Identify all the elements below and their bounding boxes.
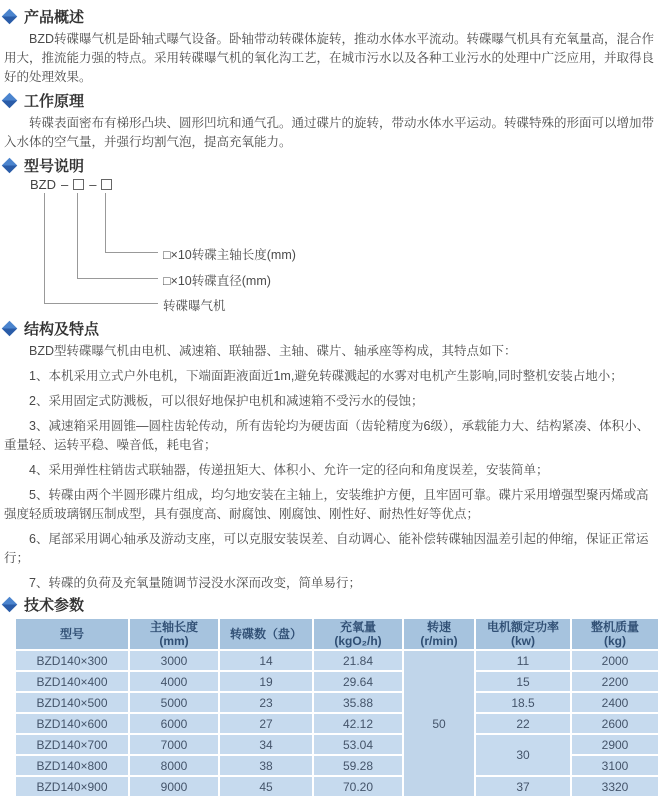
cell-weight: 3320 xyxy=(572,777,658,796)
section-heading-principle xyxy=(4,92,660,109)
cell-shaft-length: 9000 xyxy=(130,777,218,796)
section-heading-overview xyxy=(4,8,660,25)
model-designation-diagram xyxy=(0,176,660,318)
cell-oxygen: 42.12 xyxy=(314,714,402,733)
section-heading-model xyxy=(4,157,660,174)
section-heading-specs xyxy=(4,596,660,613)
cell-oxygen: 59.28 xyxy=(314,756,402,775)
overview-paragraph: BZD转碟曝气机是卧轴式曝气设备。卧轴带动转碟体旋转，推动水体水平流动。转碟曝气机具有充氧量高，混合作用大，推流能力强的特点。采用转碟曝气机的氧化沟工艺，在城市污水以及各种工业污水的处理中广泛应用，并取得良好的处理效果。 xyxy=(4,32,655,84)
table-row xyxy=(16,672,658,691)
diamond-bullet-icon xyxy=(2,321,18,337)
feature-item: 7、转碟的负荷及充氧量随调节浸没水深而改变，简单易行； xyxy=(29,576,361,590)
col-header-power: 电机额定功率 (kw) xyxy=(476,619,570,649)
cell-weight: 2900 xyxy=(572,735,658,754)
diamond-bullet-icon xyxy=(2,93,18,109)
model-separator: – xyxy=(61,177,69,192)
cell-model: BZD140×600 xyxy=(16,714,128,733)
model-label-diameter: □×10转碟直径(mm) xyxy=(163,274,271,288)
cell-model: BZD140×900 xyxy=(16,777,128,796)
cell-disc-count: 23 xyxy=(220,693,312,712)
diamond-bullet-icon xyxy=(2,9,18,25)
col-header-weight: 整机质量 (kg) xyxy=(572,619,658,649)
feature-item: 3、减速箱采用圆锥—圆柱齿轮传动，所有齿轮均为硬齿面（齿轮精度为6级），承载能力大、结构紧凑、体积小、重量轻、运转平稳、噪音低，耗电省； xyxy=(4,419,650,452)
col-header-model: 型号 xyxy=(16,619,128,649)
section-title-model: 型号说明 xyxy=(24,158,85,175)
cell-oxygen: 21.84 xyxy=(314,651,402,670)
cell-disc-count: 34 xyxy=(220,735,312,754)
col-header-oxygen: 充氧量 (kgO₂/h) xyxy=(314,619,402,649)
cell-disc-count: 14 xyxy=(220,651,312,670)
table-row xyxy=(16,777,658,796)
cell-oxygen: 53.04 xyxy=(314,735,402,754)
principle-paragraph: 转碟表面密布有梯形凸块、圆形凹坑和通气孔。通过碟片的旋转，带动水体水平运动。转碟特殊的形面可以增加带入水体的空气量，并强行均割气泡，提高充氧能力。 xyxy=(4,116,655,149)
cell-oxygen: 35.88 xyxy=(314,693,402,712)
feature-item: 6、尾部采用调心轴承及游动支座，可以克服安装误差、自动调心、能补偿转碟轴因温差引起的伸缩，保证正常运行； xyxy=(4,532,649,565)
cell-disc-count: 45 xyxy=(220,777,312,796)
table-row xyxy=(16,693,658,712)
table-header-row xyxy=(16,619,658,649)
cell-shaft-length: 6000 xyxy=(130,714,218,733)
features-intro: BZD型转碟曝气机由电机、减速箱、联轴器、主轴、碟片、轴承座等构成，其特点如下： xyxy=(29,344,517,358)
model-placeholder-box xyxy=(101,179,112,190)
cell-model: BZD140×300 xyxy=(16,651,128,670)
model-label-shaft-length: □×10转碟主轴长度(mm) xyxy=(163,248,296,262)
table-row xyxy=(16,735,658,754)
cell-power: 15 xyxy=(476,672,570,691)
cell-shaft-length: 4000 xyxy=(130,672,218,691)
feature-item: 1、本机采用立式户外电机，下端面距液面近1m,避免转碟溅起的水雾对电机产生影响,同时整机安装占地小； xyxy=(29,369,623,383)
cell-disc-count: 27 xyxy=(220,714,312,733)
cell-weight: 3100 xyxy=(572,756,658,775)
feature-item: 4、采用弹性柱销齿式联轴器，传递扭矩大、体积小、允许一定的径向和角度误差，安装简单； xyxy=(29,463,549,477)
cell-power: 30 xyxy=(476,735,570,775)
diamond-bullet-icon xyxy=(2,158,18,174)
cell-power: 11 xyxy=(476,651,570,670)
section-title-specs: 技术参数 xyxy=(24,597,85,614)
cell-model: BZD140×700 xyxy=(16,735,128,754)
cell-shaft-length: 5000 xyxy=(130,693,218,712)
cell-weight: 2400 xyxy=(572,693,658,712)
col-header-disc-count: 转碟数（盘） xyxy=(220,619,312,649)
table-row xyxy=(16,651,658,670)
cell-power: 37 xyxy=(476,777,570,796)
section-heading-features xyxy=(4,320,660,337)
model-separator: – xyxy=(89,177,97,192)
cell-weight: 2200 xyxy=(572,672,658,691)
diamond-bullet-icon xyxy=(2,597,18,613)
cell-model: BZD140×400 xyxy=(16,672,128,691)
cell-shaft-length: 8000 xyxy=(130,756,218,775)
cell-shaft-length: 3000 xyxy=(130,651,218,670)
model-label-machine-name: 转碟曝气机 xyxy=(163,299,226,313)
col-header-shaft-length: 主轴长度 (mm) xyxy=(130,619,218,649)
model-formula xyxy=(30,177,112,192)
cell-speed: 50 xyxy=(404,651,474,796)
cell-weight: 2000 xyxy=(572,651,658,670)
model-placeholder-box xyxy=(73,179,84,190)
section-title-features: 结构及特点 xyxy=(24,321,100,338)
spec-table xyxy=(14,617,660,798)
table-row xyxy=(16,714,658,733)
section-title-overview: 产品概述 xyxy=(24,9,85,26)
col-header-speed: 转速 (r/min) xyxy=(404,619,474,649)
cell-disc-count: 19 xyxy=(220,672,312,691)
cell-model: BZD140×800 xyxy=(16,756,128,775)
connector-line-name xyxy=(44,193,158,304)
section-title-principle: 工作原理 xyxy=(24,93,85,110)
cell-weight: 2600 xyxy=(572,714,658,733)
cell-disc-count: 38 xyxy=(220,756,312,775)
feature-item: 5、转碟由两个半圆形碟片组成，均匀地安装在主轴上，安装维护方便，且牢固可靠。碟片采用增强型聚丙烯或高强度轻质玻璃钢压制成型，具有强度高、耐腐蚀、刚腐蚀、刚性好、耐热性好等优点； xyxy=(4,488,649,521)
product-datasheet-page xyxy=(0,8,660,805)
model-prefix: BZD xyxy=(30,177,56,192)
cell-shaft-length: 7000 xyxy=(130,735,218,754)
cell-model: BZD140×500 xyxy=(16,693,128,712)
cell-oxygen: 70.20 xyxy=(314,777,402,796)
cell-power: 22 xyxy=(476,714,570,733)
cell-oxygen: 29.64 xyxy=(314,672,402,691)
cell-power: 18.5 xyxy=(476,693,570,712)
feature-item: 2、采用固定式防溅板，可以很好地保护电机和减速箱不受污水的侵蚀； xyxy=(29,394,424,408)
